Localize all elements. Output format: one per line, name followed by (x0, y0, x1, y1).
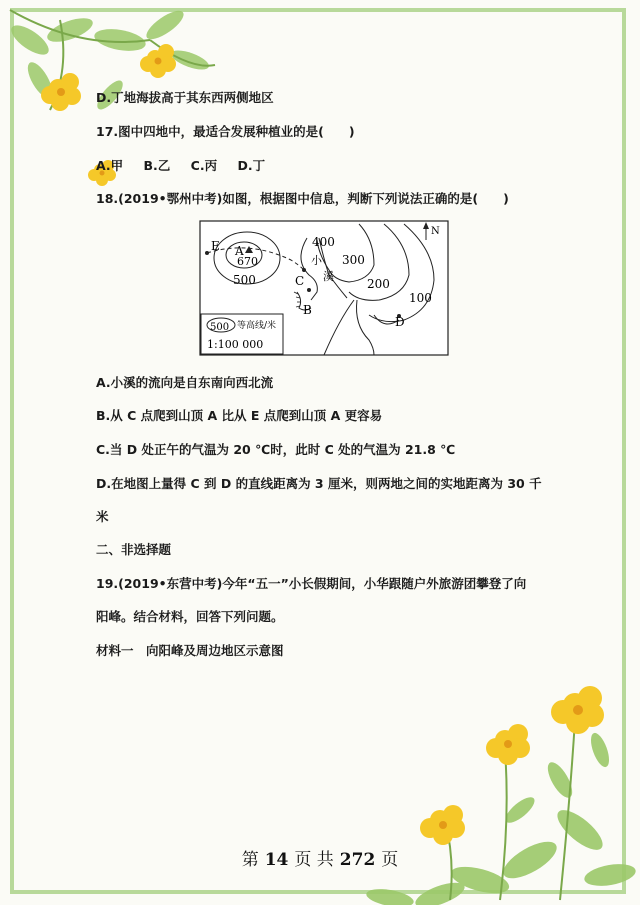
label-b: B (303, 303, 312, 317)
label-stream-1: 小 (311, 254, 322, 267)
q17-question: 17.图中四地中，最适合发展种植业的是( ) (96, 124, 355, 139)
footer-middle: 页 共 (294, 850, 334, 870)
q18-question: 18.(2019•鄂州中考)如图，根据图中信息，判断下列说法正确的是( ) (96, 191, 509, 206)
q19-line-1: 19.(2019•东营中考)今年“五一”小长假期间，小华跟随户外旅游团攀登了向 (96, 576, 527, 591)
contour-label-400: 400 (312, 235, 335, 249)
section-title: 二、非选择题 (96, 542, 172, 557)
legend-text: 等高线/米 (237, 321, 277, 331)
contour-label-300: 300 (342, 253, 365, 267)
label-a: A (235, 244, 244, 258)
q17-options (96, 156, 265, 174)
q17-option-b: B.乙 (143, 158, 171, 173)
q17-option-c: C.丙 (190, 158, 218, 173)
label-e: E (211, 239, 220, 253)
q17-option-a: A.甲 (96, 158, 124, 173)
footer-suffix: 页 (381, 850, 399, 870)
contour-label-100: 100 (409, 291, 432, 305)
label-peak: 670 (237, 255, 258, 268)
total-pages: 272 (339, 850, 376, 870)
footer-prefix: 第 (241, 850, 259, 870)
map-scale: 1:100 000 (207, 338, 264, 351)
q19-line-2: 阳峰。结合材料，回答下列问题。 (96, 609, 284, 624)
q18-option-d-continued: 米 (96, 509, 109, 524)
contour-label-200: 200 (367, 277, 390, 291)
legend-value: 500 (210, 322, 230, 333)
q18-option-c: C.当 D 处正午的气温为 20 ℃时，此时 C 处的气温为 21.8 ℃ (96, 442, 456, 457)
q19-material-title: 材料一 向阳峰及周边地区示意图 (96, 643, 284, 658)
q17-option-d: D.丁 (237, 158, 266, 173)
q18-option-b: B.从 C 点爬到山顶 A 比从 E 点爬到山顶 A 更容易 (96, 408, 383, 423)
label-n: N (431, 226, 440, 237)
q16-option-d: D.丁地海拔高于其东西两侧地区 (96, 90, 274, 105)
current-page-number: 14 (264, 850, 289, 870)
contour-label-500: 500 (233, 273, 256, 287)
label-c: C (295, 274, 305, 288)
label-stream-2: 溪 (323, 270, 334, 283)
label-d: D (395, 315, 405, 329)
page-footer (0, 845, 640, 870)
q18-option-a: A.小溪的流向是自东南向西北流 (96, 375, 274, 390)
q18-option-d: D.在地图上量得 C 到 D 的直线距离为 3 厘米，则两地之间的实地距离为 30 千 (96, 476, 542, 491)
contour-map (199, 220, 449, 356)
